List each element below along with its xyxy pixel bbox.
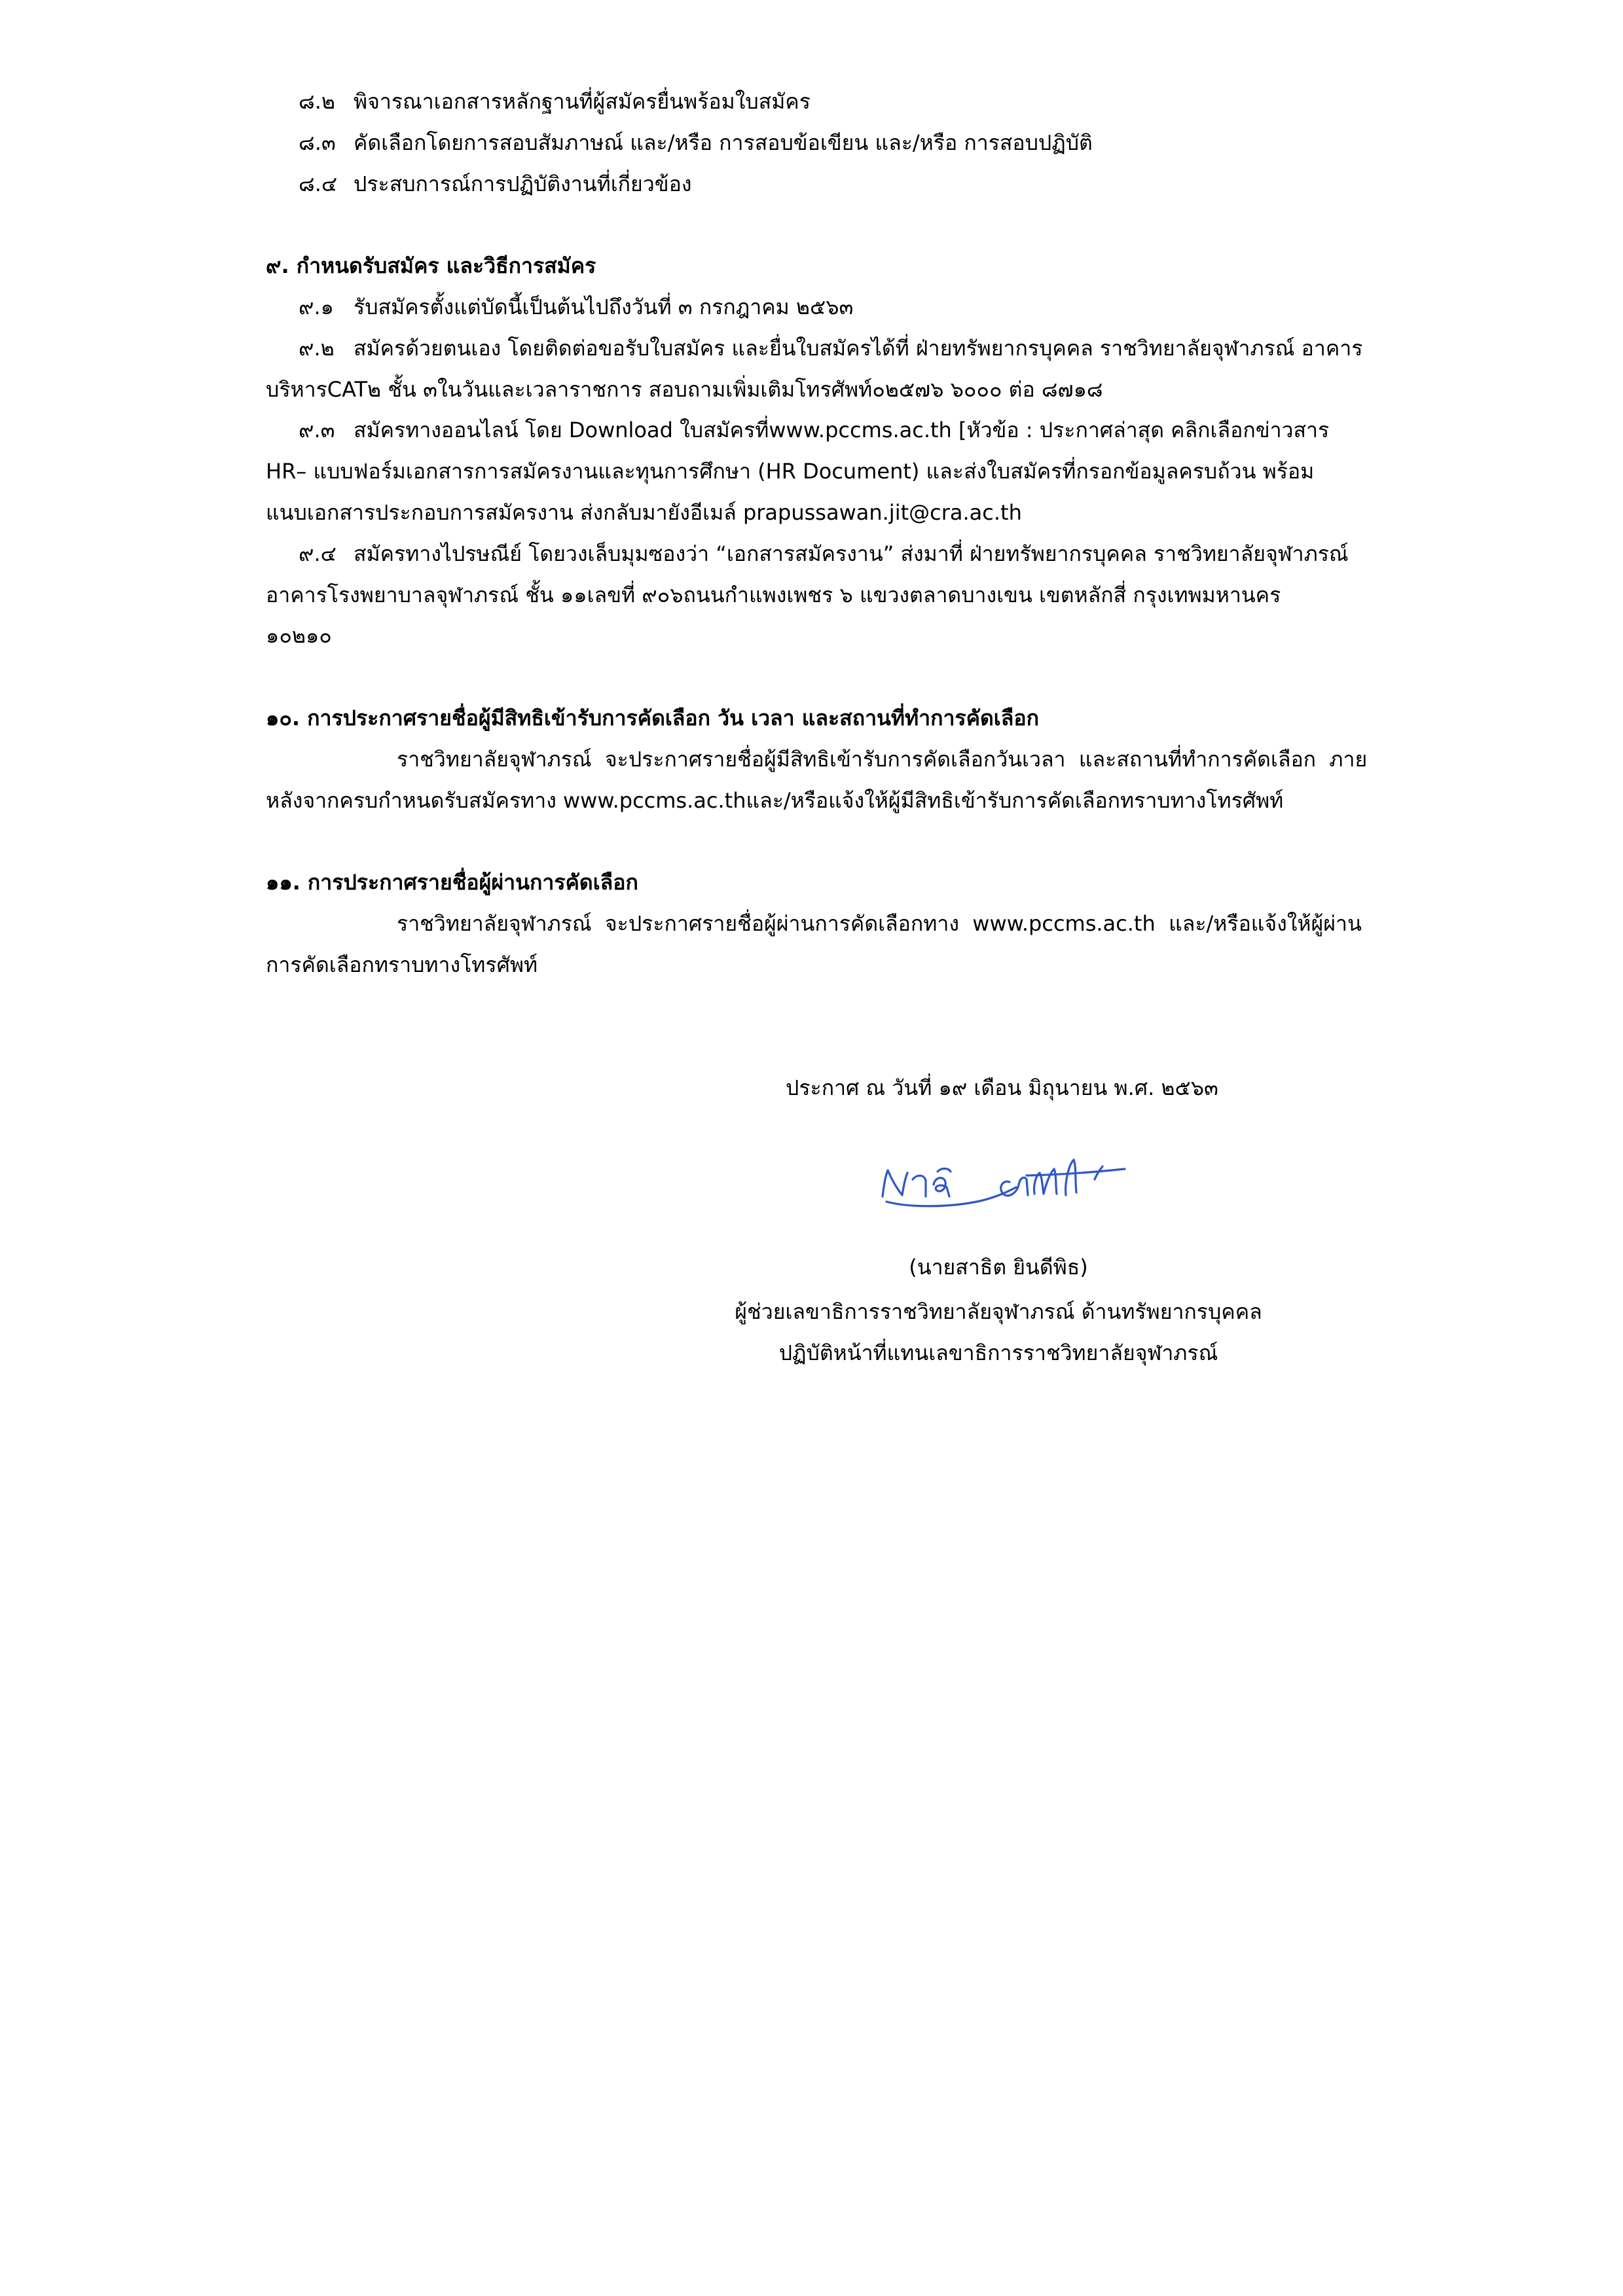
- signatory-name: (นายสาธิต ยินดีพิธ): [909, 1254, 1088, 1280]
- spacer: [266, 656, 1428, 698]
- spacer: [266, 204, 1428, 245]
- item-text: รับสมัครตั้งแต่บัดนี้เป็นต้นไปถึงวันที่ ๓ กรกฎาคม ๒๕๖๓: [354, 294, 854, 319]
- spacer: [266, 986, 1428, 1027]
- paragraph-line: ราชวิทยาลัยจุฬาภรณ์ จะประกาศรายชื่อผู้ผ่านการคัดเลือกทาง www.pccms.ac.th และ/หรือแจ้งให้ผู้ผ่าน: [397, 910, 1362, 936]
- criteria-item: [266, 164, 1428, 205]
- section-heading: ๑๑. การประกาศรายชื่อผู้ผ่านการคัดเลือก: [266, 870, 638, 895]
- continuation-line: HR– แบบฟอร์มเอกสารการสมัครงานและทุนการศึกษา (HR Document) และส่งใบสมัครที่กรอกข้อมูลครบถ้วน พร้อม: [266, 459, 1315, 484]
- item-number: ๘.๒: [299, 89, 335, 114]
- signature-stroke: [886, 1187, 1016, 1206]
- item-number: ๙.๔: [299, 541, 337, 566]
- signatory-title: ผู้ช่วยเลขาธิการราชวิทยาลัยจุฬาภรณ์ ด้านทรัพยากรบุคคล: [735, 1299, 1262, 1324]
- signature-stroke: [938, 1168, 951, 1172]
- item-text: ประสบการณ์การปฏิบัติงานที่เกี่ยวข้อง: [354, 171, 692, 196]
- item-text: คัดเลือกโดยการสอบสัมภาษณ์ และ/หรือ การสอบข้อเขียน และ/หรือ การสอบปฏิบัติ: [354, 130, 1093, 155]
- item-number: ๙.๓: [299, 418, 335, 443]
- signature-stroke: [883, 1170, 907, 1196]
- spacer: [266, 1026, 1428, 1067]
- signatory-block: [671, 1247, 1326, 1373]
- paragraph-line: หลังจากครบกำหนดรับสมัครทาง www.pccms.ac.thและ/หรือแจ้งให้ผู้มีสิทธิเข้ารับการคัดเลือกทราบทางโทรศัพท์: [266, 787, 1284, 813]
- item-number: ๙.๒: [299, 335, 335, 361]
- signature-stroke: [934, 1178, 949, 1196]
- announcement-date: ประกาศ ณ วันที่ ๑๙ เดือน มิถุนายน พ.ศ. ๒๕๖๓: [786, 1075, 1218, 1101]
- criteria-item: [266, 81, 1428, 122]
- continuation-line: อาคารโรงพยาบาลจุฬาภรณ์ ชั้น ๑๑เลขที่ ๙๐๖ถนนกำแพงเพชร ๖ แขวงตลาดบางเขน เขตหลักสี่ กรุงเทพมหานคร: [266, 582, 1281, 607]
- signature-stroke: [1095, 1166, 1103, 1179]
- continuation-line: ๑๐๒๑๐: [266, 623, 332, 649]
- section-heading: ๑๐. การประกาศรายชื่อผู้มีสิทธิเข้ารับการคัดเลือก วัน เวลา และสถานที่ทำการคัดเลือก: [266, 705, 1039, 730]
- application-item: [266, 287, 1428, 328]
- item-text: สมัครทางออนไลน์ โดย Download ใบสมัครที่www.pccms.ac.th [หัวข้อ : ประกาศล่าสุด คลิกเลือกข่าวสาร: [354, 418, 1330, 443]
- paragraph-line: การคัดเลือกทราบทางโทรศัพท์: [266, 952, 538, 977]
- application-item: [266, 410, 1428, 451]
- section-heading: ๙. กำหนดรับสมัคร และวิธีการสมัคร: [266, 253, 596, 279]
- application-item: [266, 328, 1428, 369]
- continuation-line: บริหารCAT๒ ชั้น ๓ในวันและเวลาราชการ สอบถามเพิ่มเติมโทรศัพท์๐๒๕๗๖ ๖๐๐๐ ต่อ ๘๗๑๘: [266, 376, 1103, 402]
- item-number: ๘.๓: [299, 130, 336, 155]
- paragraph-line: ราชวิทยาลัยจุฬาภรณ์ จะประกาศรายชื่อผู้มีสิทธิเข้ารับการคัดเลือกวันเวลา และสถานที่ทำการคัดเลือก ภาย: [397, 746, 1368, 772]
- signature-stroke: [1066, 1160, 1076, 1195]
- application-item: [266, 533, 1428, 575]
- item-text: พิจารณาเอกสารหลักฐานที่ผู้สมัครยื่นพร้อมใบสมัคร: [354, 89, 811, 114]
- document-body: [266, 81, 1428, 1373]
- signatory-acting-title: ปฏิบัติหน้าที่แทนเลขาธิการราชวิทยาลัยจุฬาภรณ์: [778, 1340, 1218, 1365]
- signature: [879, 1153, 1127, 1210]
- signature-stroke: [1034, 1169, 1057, 1194]
- criteria-item: [266, 122, 1428, 164]
- spacer: [266, 821, 1428, 862]
- signature-stroke: [913, 1175, 926, 1196]
- item-text: สมัครด้วยตนเอง โดยติดต่อขอรับใบสมัคร และยื่นใบสมัครได้ที่ ฝ่ายทรัพยากรบุคคล ราชวิทยาลัยจุฬาภรณ์ อาคาร: [354, 335, 1363, 361]
- continuation-line: แนบเอกสารประกอบการสมัครงาน ส่งกลับมายังอีเมล์ prapussawan.jit@cra.ac.th: [266, 499, 1022, 525]
- item-text: สมัครทางไปรษณีย์ โดยวงเล็บมุมซองว่า “เอกสารสมัครงาน” ส่งมาที่ ฝ่ายทรัพยากรบุคคล ราชวิทยาลัยจุฬาภรณ์: [354, 541, 1349, 566]
- item-number: ๘.๔: [299, 171, 338, 196]
- item-number: ๙.๑: [299, 294, 334, 319]
